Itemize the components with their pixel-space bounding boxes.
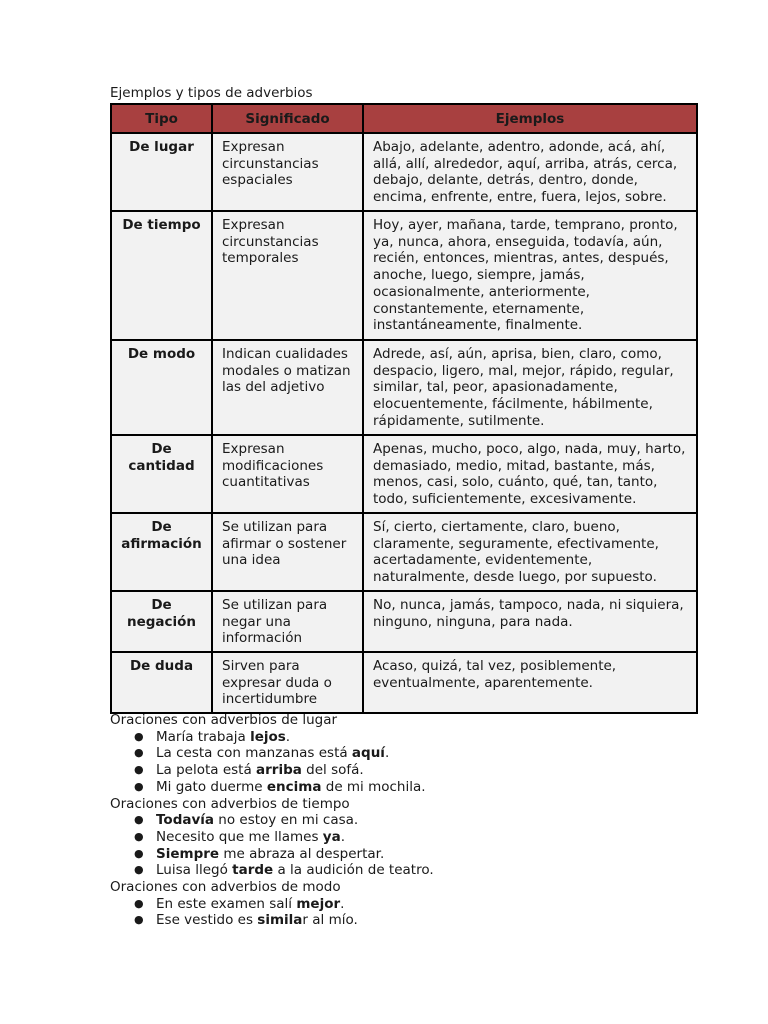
bullet-icon: ●: [134, 779, 144, 793]
sentence-text: María trabaja: [156, 728, 251, 745]
list-item: [134, 829, 710, 846]
row-ejemplos: No, nunca, jamás, tampoco, nada, ni siquiera, ninguno, ninguna, para nada.: [363, 591, 697, 652]
bullet-icon: ●: [134, 896, 144, 910]
sentence-text: me abraza al despertar.: [219, 845, 385, 862]
header-tipo: Tipo: [111, 104, 212, 133]
bullet-icon: ●: [134, 829, 144, 843]
bullet-icon: ●: [134, 863, 144, 877]
list-item: [134, 846, 710, 863]
list-item: [134, 896, 710, 913]
row-tipo: De tiempo: [111, 211, 212, 340]
table-row: [111, 513, 697, 591]
adverb-bold: mejor: [296, 895, 341, 912]
sentence-text: .: [340, 895, 345, 912]
row-significado: Se utilizan para afirmar o sostener una idea: [212, 513, 363, 591]
row-significado: Sirven para expresar duda o incertidumbre: [212, 652, 363, 713]
example-list-lugar: [110, 729, 710, 796]
table-header-row: [111, 104, 697, 133]
bullet-icon: ●: [134, 763, 144, 777]
row-tipo: De negación: [111, 591, 212, 652]
list-item: [134, 862, 710, 879]
sentence-text: Ese vestido es: [156, 912, 258, 929]
example-list-modo: [110, 896, 710, 929]
sentence-text: Luisa llegó: [156, 862, 233, 879]
sentence-text: a la audición de teatro.: [273, 862, 434, 879]
adverb-bold: ya: [322, 828, 341, 845]
row-significado: Expresan modificaciones cuantitativas: [212, 435, 363, 513]
adverb-bold: Siempre: [156, 845, 220, 862]
bullet-icon: ●: [134, 729, 144, 743]
bullet-icon: ●: [134, 813, 144, 827]
row-tipo: De lugar: [111, 133, 212, 211]
row-significado: Expresan circunstancias espaciales: [212, 133, 363, 211]
row-ejemplos: Sí, cierto, ciertamente, claro, bueno, claramente, seguramente, efectivamente, acertadamente, evidentemente, naturalmente, desde luego, por supuesto.: [363, 513, 697, 591]
sentence-text: de mi mochila.: [321, 778, 426, 795]
row-ejemplos: Apenas, mucho, poco, algo, nada, muy, harto, demasiado, medio, mitad, bastante, más, menos, casi, solo, cuánto, qué, tan, tanto, todo, suficientemente, excesivamente.: [363, 435, 697, 513]
list-item: [134, 912, 710, 929]
row-ejemplos: Adrede, así, aún, aprisa, bien, claro, como, despacio, ligero, mal, mejor, rápido, regular, similar, tal, peor, apasionadamente, elocuentemente, fácilmente, hábilmente, rápidamente, sutilmente.: [363, 340, 697, 435]
row-tipo: De duda: [111, 652, 212, 713]
row-significado: Se utilizan para negar una información: [212, 591, 363, 652]
row-ejemplos: Acaso, quizá, tal vez, posiblemente, eventualmente, aparentemente.: [363, 652, 697, 713]
sentence-text: r al mío.: [302, 912, 358, 929]
list-item: [134, 745, 710, 762]
sentence-text: Necesito que me llames: [156, 828, 323, 845]
sentence-text: Mi gato duerme: [156, 778, 267, 795]
row-tipo: De cantidad: [111, 435, 212, 513]
list-item: [134, 779, 710, 796]
header-significado: Significado: [212, 104, 363, 133]
document-title: Ejemplos y tipos de adverbios: [110, 85, 313, 101]
list-item: [134, 729, 710, 746]
sentence-text: .: [285, 728, 291, 745]
table-row: [111, 133, 697, 211]
section-title-tiempo: Oraciones con adverbios de tiempo: [110, 795, 350, 812]
table-row: [111, 340, 697, 435]
table-row: [111, 652, 697, 713]
sentence-text: .: [340, 828, 346, 845]
example-list-tiempo: [110, 812, 710, 879]
row-tipo: De modo: [111, 340, 212, 435]
section-title-lugar: Oraciones con adverbios de lugar: [110, 712, 338, 728]
sentence-text: La pelota está: [156, 762, 257, 779]
table-row: [111, 211, 697, 340]
adverb-bold: simila: [257, 912, 303, 929]
table-row: [111, 591, 697, 652]
adverb-bold: lejos: [250, 728, 286, 745]
row-tipo: De afirmación: [111, 513, 212, 591]
bullet-icon: ●: [134, 846, 144, 860]
section-title-modo: Oraciones con adverbios de modo: [110, 879, 341, 896]
row-ejemplos: Abajo, adelante, adentro, adonde, acá, ahí, allá, allí, alrededor, aquí, arriba, atrás, cerca, debajo, delante, detrás, dentro, donde, encima, enfrente, entre, fuera, lejos, sobre.: [363, 133, 697, 211]
adverb-bold: Todavía: [156, 812, 215, 829]
sentence-text: En este examen salí: [156, 895, 297, 912]
adverb-bold: encima: [266, 778, 322, 795]
sentence-text: no estoy en mi casa.: [214, 812, 359, 829]
adverb-bold: tarde: [232, 862, 274, 879]
sentence-text: La cesta con manzanas está: [156, 745, 352, 762]
adverb-bold: aquí: [351, 745, 385, 762]
sentence-text: .: [384, 745, 390, 762]
example-sections: [110, 712, 710, 929]
adverbs-table: [110, 103, 698, 714]
row-significado: Indican cualidades modales o matizan las del adjetivo: [212, 340, 363, 435]
row-significado: Expresan circunstancias temporales: [212, 211, 363, 340]
sentence-text: del sofá.: [301, 762, 364, 779]
bullet-icon: ●: [134, 913, 144, 927]
table-row: [111, 435, 697, 513]
list-item: [134, 762, 710, 779]
bullet-icon: ●: [134, 746, 144, 760]
list-item: [134, 812, 710, 829]
adverb-bold: arriba: [256, 762, 302, 779]
header-ejemplos: Ejemplos: [363, 104, 697, 133]
row-ejemplos: Hoy, ayer, mañana, tarde, temprano, pronto, ya, nunca, ahora, enseguida, todavía, aún, recién, entonces, mientras, antes, después, anoche, luego, siempre, jamás, ocasionalmente, anteriormente, constantemente, eternamente, instantáneamente, finalmente.: [363, 211, 697, 340]
